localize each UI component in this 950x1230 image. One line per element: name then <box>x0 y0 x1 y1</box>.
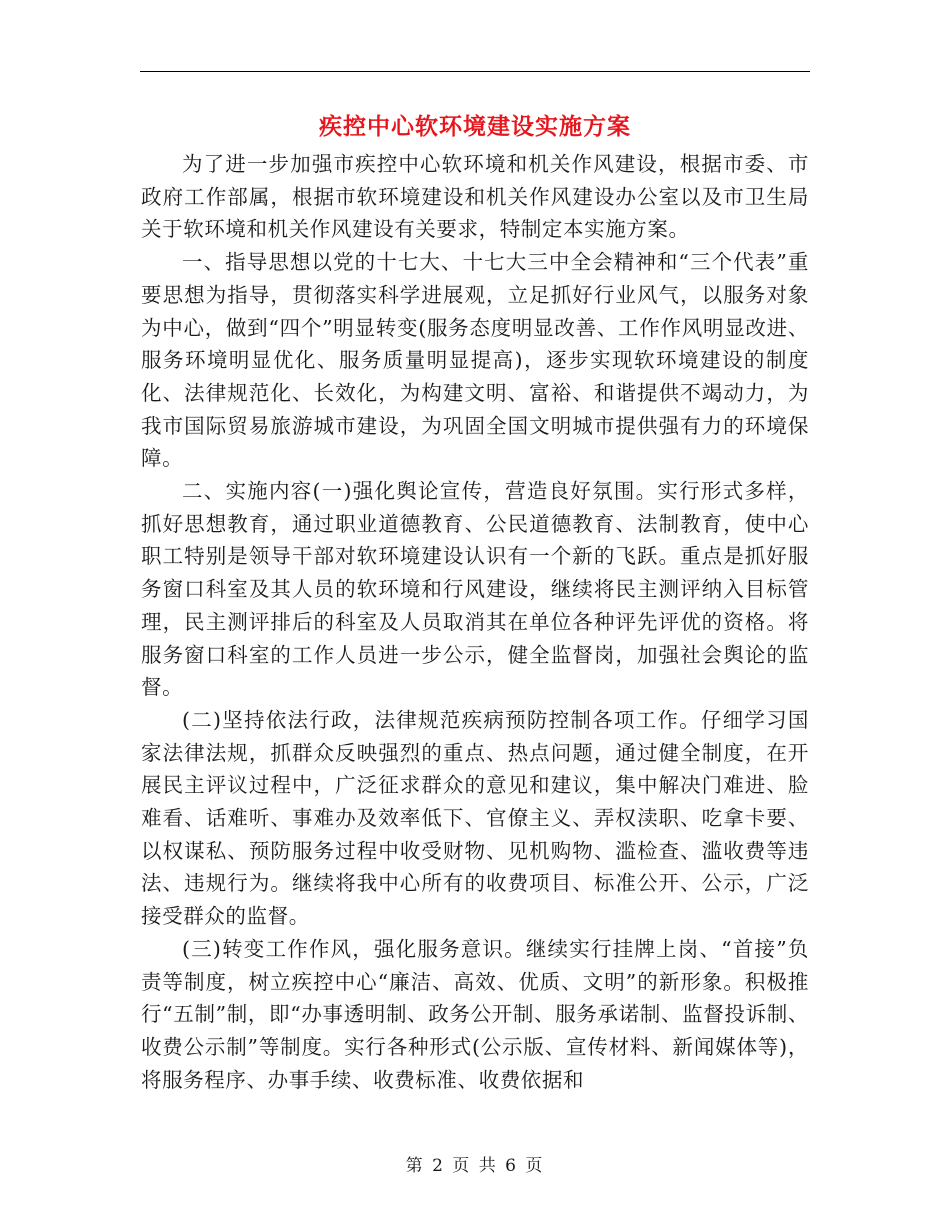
document-title: 疾控中心软环境建设实施方案 <box>319 113 631 140</box>
paragraph-implementation-publicity: 二、实施内容(一)强化舆论宣传，营造良好氛围。实行形式多样，抓好思想教育，通过职业道德教育、公民道德教育、法制教育，使中心职工特别是领导干部对软环境建设认识有一个新的飞跃。重点是抓好服务窗口科室及其人员的软环境和行风建设，继续将民主测评纳入目标管理，民主测评排后的科室及人员取消其在单位各种评先评优的资格。将服务窗口科室的工作人员进一步公示，健全监督岗，加强社会舆论的监督。 <box>141 479 809 700</box>
paragraph-work-style: (三)转变工作作风，强化服务意识。继续实行挂牌上岗、“首接”负责等制度，树立疾控中心“廉洁、高效、优质、文明”的新形象。积极推行“五制”制，即“办事透明制、政务公开制、服务承诺制、监督投诉制、收费公示制”等制度。实行各种形式(公示版、宣传材料、新闻媒体等)，将服务程序、办事手续、收费标准、收费依据和 <box>141 936 809 1092</box>
paragraph-guiding-ideology: 一、指导思想以党的十七大、十七大三中全会精神和“三个代表”重要思想为指导，贯彻落实科学进展观，立足抓好行业风气，以服务对象为中心，做到“四个”明显转变(服务态度明显改善、工作作风明显改进、服务环境明显优化、服务质量明显提高)，逐步实现软环境建设的制度化、法律规范化、长效化，为构建文明、富裕、和谐提供不竭动力，为我市国际贸易旅游城市建设，为巩固全国文明城市提供强有力的环境保障。 <box>141 250 809 471</box>
document-body <box>141 148 809 1096</box>
header-rule <box>140 71 810 72</box>
paragraph-intro: 为了进一步加强市疾控中心软环境和机关作风建设，根据市委、市政府工作部属，根据市软环境建设和机关作风建设办公室以及市卫生局关于软环境和机关作风建设有关要求，特制定本实施方案。 <box>141 152 809 242</box>
paragraph-lawful-administration: (二)坚持依法行政，法律规范疾病预防控制各项工作。仔细学习国家法律法规，抓群众反映强烈的重点、热点问题，通过健全制度，在开展民主评议过程中，广泛征求群众的意见和建议，集中解决门难进、脸难看、话难听、事难办及效率低下、官僚主义、弄权渎职、吃拿卡要、以权谋私、预防服务过程中收受财物、见机购物、滥检查、滥收费等违法、违规行为。继续将我中心所有的收费项目、标准公开、公示，广泛接受群众的监督。 <box>141 707 809 929</box>
page-number-footer: 第 2 页 共 6 页 <box>405 1156 545 1176</box>
